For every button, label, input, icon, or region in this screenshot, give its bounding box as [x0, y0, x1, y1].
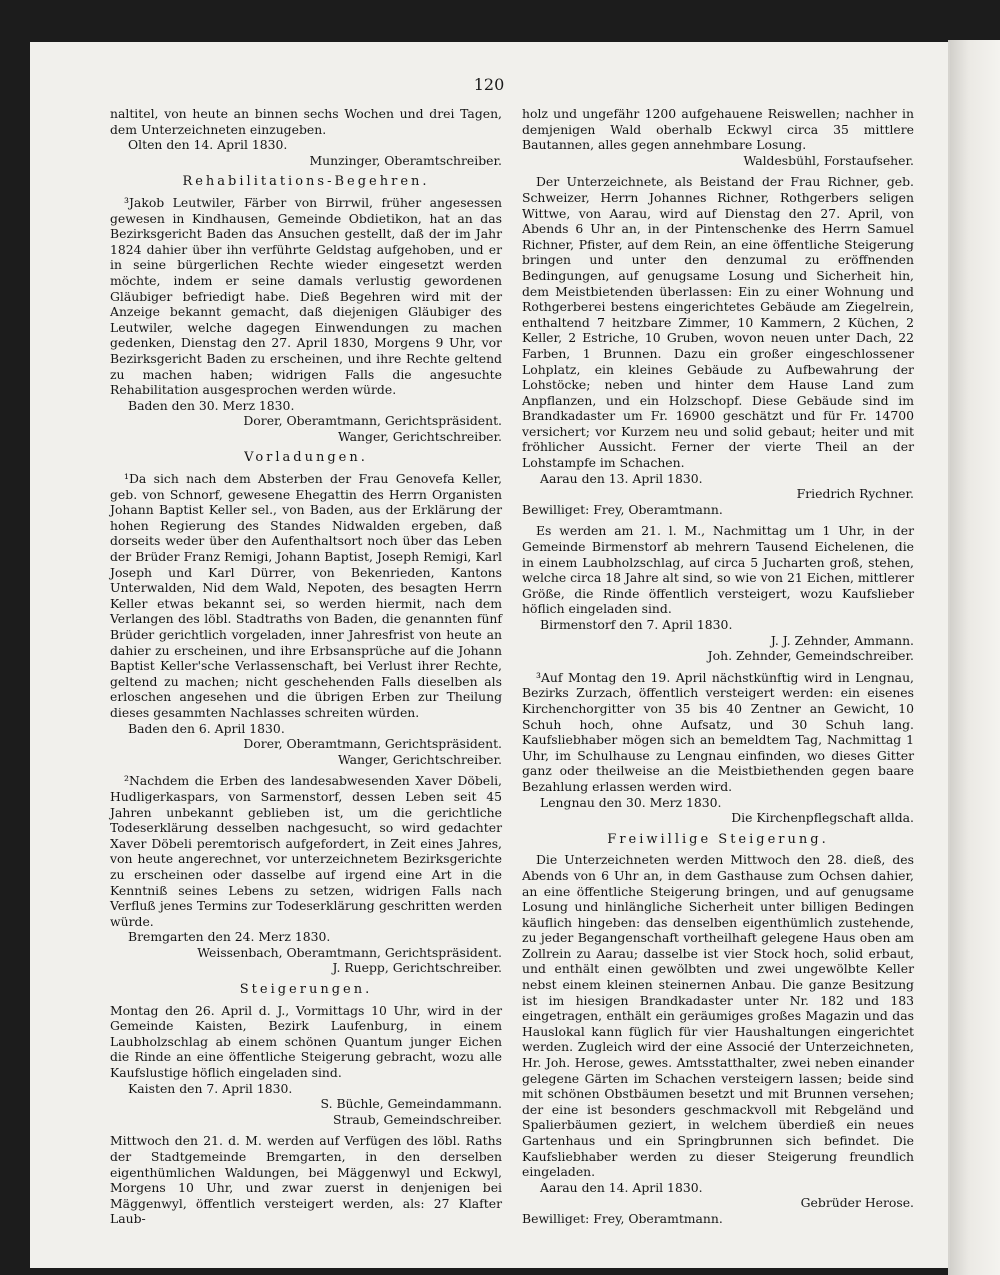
place-date-line: Aarau den 14. April 1830.: [540, 1179, 703, 1195]
paragraph: Der Unterzeichnete, als Beistand der Frau Richner, geb. Schweizer, Herrn Johannes Richner, Rothgerbers seligen Wittwe, von Aarau, wird auf Dienstag den 27. April, von Abends 6 Uhr an, in der Pintenschenke des Herrn Samuel Richner, Pfister, auf dem Rein, an eine öffentliche Steigerung bringen und unter den denzumal zu eröffnenden Bedingungen, auf genugsame Losung und Sicherheit hin, dem Meistbietenden überlassen: Ein zu einer Wohnung und Rothgerberei bestens eingerichtetes Gebäude am Ziegelrein, enthaltend 7 heitzbare Zimmer, 10 Kammern, 2 Küchen, 2 Keller, 2 Estriche, 10 Gruben, wovon neuen unter Dach, 22 Farben, 1 Brunnen. Dazu ein großer eingeschlossener Lohplatz, ein kleines Gebäude zu Aufbewahrung der Lohstöcke; neben und hinter dem Hause Land zum Anpflanzen, und ein Holzschopf. Diese Gebäude sind im Brandkadaster um Fr. 16900 geschätzt und für Fr. 14700 versichert; vor Kurzem neu und solid gebaut; heiter und mit fröhlicher Aussicht. Ferner der vierte Theil an der Lohstampfe im Schachen.: [522, 174, 914, 471]
right-column: [522, 106, 914, 1227]
paragraph: ³Auf Montag den 19. April nächstkünftig wird in Lengnau, Bezirks Zurzach, öffentlich versteigert werden: ein eisenes Kirchenchorgitter von 35 bis 40 Zentner an Gewicht, 10 Schuh hoch, ohne Aufsatz, und 30 Schuh lang. Kaufsliebhaber mögen sich an bemeldtem Tag, Nachmittag 1 Uhr, im Schulhause zu Lengnau einfinden, wo dieses Gitter ganz oder theilweise an die Meistbiethenden gegen baare Bezahlung erlassen werden wird.: [522, 669, 914, 794]
paragraph: naltitel, von heute an binnen sechs Wochen und drei Tagen, dem Unterzeichneten einzugeben.: [110, 106, 502, 137]
place-date-line: Birmenstorf den 7. April 1830.: [540, 617, 733, 632]
section-heading: Vorladungen.: [244, 450, 368, 466]
place-date-line: Baden den 30. Merz 1830.: [128, 397, 295, 413]
signature-line: Munzinger, Oberamtschreiber.: [309, 152, 502, 168]
signature-line: Straub, Gemeindschreiber.: [332, 1111, 502, 1127]
place-date-line: Bremgarten den 24. Merz 1830.: [128, 929, 331, 945]
signature-line: Gebrüder Herose.: [800, 1195, 914, 1211]
place-date-line: Kaisten den 7. April 1830.: [128, 1080, 293, 1096]
signature-line: Friedrich Rychner.: [796, 486, 914, 502]
paragraph: Montag den 26. April d. J., Vormittags 10 Uhr, wird in der Gemeinde Kaisten, Bezirk Laufenburg, in einem Laubholzschlag ab einem schönen Quantum junger Eichen die Rinde an eine öffentliche Steigerung gebracht, wozu alle Kaufslustige höflich eingeladen sind.: [110, 1002, 502, 1081]
signature-line: J. J. Zehnder, Ammann.: [770, 632, 914, 648]
place-date-line: Baden den 6. April 1830.: [128, 720, 285, 736]
signature-line: Wanger, Gerichtschreiber.: [337, 751, 502, 767]
left-column: [110, 106, 502, 1227]
section-heading: Steigerungen.: [239, 982, 373, 998]
newspaper-page: [30, 42, 948, 1268]
place-date-line: Olten den 14. April 1830.: [128, 137, 288, 153]
paragraph: Mittwoch den 21. d. M. werden auf Verfügen des löbl. Raths der Stadtgemeinde Bremgarten, in den derselben eigenthümlichen Waldungen, bei Mäggenwyl und Eckwyl, Morgens 10 Uhr, und zwar zuerst in denjenigen bei Mäggenwyl, öffentlich versteigert werden, als: 27 Klafter Laub-: [110, 1133, 502, 1227]
signature-line: Joh. Zehnder, Gemeindschreiber.: [707, 648, 914, 664]
signature-line: S. Büchle, Gemeindammann.: [320, 1096, 502, 1112]
page-number: 120: [473, 75, 505, 94]
paragraph: Die Unterzeichneten werden Mittwoch den 28. dieß, des Abends von 6 Uhr an, in dem Gasthause zum Ochsen dahier, an eine öffentliche Steigerung bringen, und auf genugsame Losung und hinlängliche Sicherheit unter billigen Bedingen käuflich hingeben: das denselben eigenthümlich zustehende, zu jeder Begangenschaft vortheilhaft gelegene Haus oben am Zollrein zu Aarau; dasselbe ist vier Stock hoch, solid erbaut, und enthält einen gewölbten und zwei ungewölbte Keller nebst einem kleinen steinernen Anbau. Die ganze Besitzung ist im hiesigen Brandkadaster unter Nr. 182 und 183 eingetragen, enthält ein geräumiges großes Magazin und das Hauslokal kann füglich für vier Haushaltungen eingerichtet werden. Zugleich wird der eine Associé der Unterzeichneten, Hr. Joh. Herose, gewes. Amtsstatthalter, zwei neben einander gelegene Gärten im Schachen versteigern lassen; beide sind mit schönen Obstbäumen besetzt und mit Brunnen versehen; der eine ist besonders geschmackvoll mit Rebgeländ und Spalierbäumen geziert, in welchem überdieß ein neues Gartenhaus und ein Springbrunnen sich befindet. Die Kaufsliebhaber werden zu dieser Steigerung freundlich eingeladen.: [522, 852, 914, 1180]
adjacent-page-edge: [948, 40, 1000, 1275]
place-date-line: Aarau den 13. April 1830.: [540, 470, 703, 486]
paragraph: ¹Da sich nach dem Absterben der Frau Genovefa Keller, geb. von Schnorf, gewesene Ehegattin des Herrn Organisten Johann Baptist Keller sel., von Baden, aus der Erklärung der hohen Regierung des Standes Nidwalden ergeben, daß dorseits weder über den Aufenthaltsort noch über das Leben der Brüder Franz Remigi, Johann Baptist, Joseph Remigi, Karl Joseph und Karl Dürrer, von Bekenrieden, Kantons Unterwalden, Nid dem Wald, Nepoten, des besagten Herrn Keller etwas bekannt sei, so werden hiermit, nach dem Verlangen des löbl. Stadtraths von Baden, die genannten fünf Brüder gerichtlich vorgeladen, inner Jahresfrist von heute an dahier zu erscheinen, und ihre Erbsansprüche auf die Johann Baptist Keller'sche Verlassenschaft, bei Verlust ihrer Rechte, geltend zu machen; nicht geschehenden Falls dieselben als erloschen angesehen und die übrigen Erben zur Theilung dieses gesammten Nachlasses schreiten würden.: [110, 471, 502, 720]
signature-line: Waldesbühl, Forstaufseher.: [743, 152, 914, 168]
paragraph: holz und ungefähr 1200 aufgehauene Reiswellen; nachher in demjenigen Wald oberhalb Eckwyl circa 35 mittlere Bautannen, alles gegen annehmbare Losung.: [522, 106, 914, 153]
place-date-line: Lengnau den 30. Merz 1830.: [540, 794, 722, 810]
section-heading: Rehabilitations-Begehren.: [182, 174, 430, 190]
paragraph: ³Jakob Leutwiler, Färber von Birrwil, früher angesessen gewesen in Kindhausen, Gemeinde Obdietikon, hat an das Bezirksgericht Baden das Ansuchen gestellt, daß der im Jahr 1824 dahier über ihn verführte Geldstag aufgehoben, und er in seine bürgerlichen Rechte wieder eingesetzt werden möchte, indem er seine damals verlustig gewordenen Gläubiger befriedigt habe. Dieß Begehren wird mit der Anzeige bekannt gemacht, daß diejenigen Gläubiger des Leutwiler, welche dagegen Einwendungen zu machen gedenken, Dienstag den 27. April 1830, Morgens 9 Uhr, vor Bezirksgericht Baden zu erscheinen, und ihre Rechte geltend zu machen haben; widrigen Falls die angesuchte Rehabilitation ausgesprochen werden würde.: [110, 194, 502, 398]
signature-line: J. Ruepp, Gerichtschreiber.: [332, 960, 502, 976]
paragraph: ²Nachdem die Erben des landesabwesenden Xaver Döbeli, Hudligerkaspars, von Sarmenstorf, dessen Leben seit 45 Jahren unbekannt geblieben ist, um die gerichtliche Todeserklärung desselben nachgesucht, so wird gedachter Xaver Döbeli peremtorisch aufgefordert, in Zeit eines Jahres, von heute angerechnet, vor unterzeichnetem Bezirksgerichte zu erscheinen oder dasselbe auf irgend eine Art in die Kenntniß seines Lebens zu setzen, widrigen Falls nach Verfluß jenes Termins zur Todeserklärung geschritten werden würde.: [110, 773, 502, 929]
paragraph: Bewilliget: Frey, Oberamtmann.: [522, 501, 723, 517]
section-heading: Freiwillige Steigerung.: [607, 831, 829, 847]
signature-line: Wanger, Gerichtschreiber.: [337, 428, 502, 444]
paragraph: Bewilliget: Frey, Oberamtmann.: [522, 1210, 723, 1226]
signature-line: Die Kirchenpflegschaft allda.: [731, 810, 914, 826]
signature-line: Dorer, Oberamtmann, Gerichtspräsident.: [243, 413, 502, 429]
signature-line: Weissenbach, Oberamtmann, Gerichtspräsident.: [197, 944, 502, 960]
signature-line: Dorer, Oberamtmann, Gerichtspräsident.: [243, 736, 502, 752]
paragraph: Es werden am 21. l. M., Nachmittag um 1 Uhr, in der Gemeinde Birmenstorf ab mehrern Tausend Eichelenen, die in einem Laubholzschlag, auf circa 5 Jucharten groß, stehen, welche circa 18 Jahre alt sind, so wie von 21 Eichen, mittlerer Größe, die Rinde öffentlich versteigert, wozu Kaufslieber höflich eingeladen sind.: [522, 523, 914, 617]
